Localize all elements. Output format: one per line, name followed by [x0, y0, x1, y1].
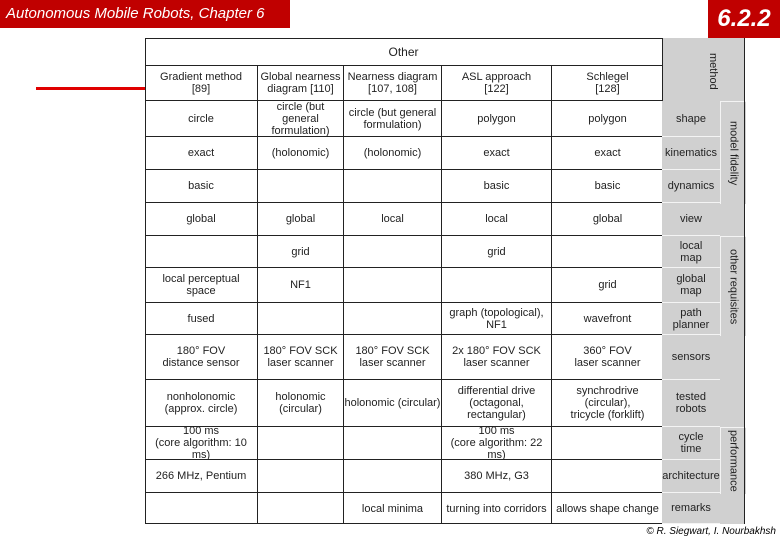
section-number: 6.2.2	[708, 0, 780, 38]
table-cell	[552, 236, 663, 268]
group-other-requisites: other requisites	[720, 236, 746, 336]
table-cell	[344, 303, 442, 335]
table-cell	[344, 236, 442, 268]
table-cell: circle	[145, 101, 258, 137]
table-cell: 360° FOV laser scanner	[552, 335, 663, 380]
column-header: Nearness diagram [107, 108]	[344, 66, 442, 101]
slide-header-title: Autonomous Mobile Robots, Chapter 6	[0, 0, 290, 28]
table-cell: 266 MHz, Pentium	[145, 460, 258, 493]
table-cell: exact	[552, 137, 663, 170]
table-cell	[258, 170, 344, 203]
row-label: view	[662, 203, 720, 236]
table-cell	[344, 268, 442, 303]
table-cell: basic	[552, 170, 663, 203]
row-label: dynamics	[662, 170, 720, 203]
table-cell: differential drive (octagonal, rectangular)	[442, 380, 552, 427]
table-cell: local minima	[344, 493, 442, 524]
method-label: method	[707, 52, 719, 90]
row-label: local map	[662, 236, 720, 268]
table-cell: local	[442, 203, 552, 236]
column-header: Schlegel [128]	[552, 66, 663, 101]
column-header: Global nearness diagram [110]	[258, 66, 344, 101]
table-cell	[344, 427, 442, 460]
table-cell: 2x 180° FOV SCK laser scanner	[442, 335, 552, 380]
table-cell: 380 MHz, G3	[442, 460, 552, 493]
table-cell: turning into corridors	[442, 493, 552, 524]
table-cell: circle (but general formulation)	[344, 101, 442, 137]
group-performance: performance	[720, 427, 746, 494]
table-cell: exact	[442, 137, 552, 170]
table-cell	[552, 427, 663, 460]
table-cell: 180° FOV SCK laser scanner	[258, 335, 344, 380]
table-cell: nonholonomic (approx. circle)	[145, 380, 258, 427]
table-cell: grid	[442, 236, 552, 268]
table-cell: 180° FOV distance sensor	[145, 335, 258, 380]
column-header: Gradient method [89]	[145, 66, 258, 101]
table-cell: circle (but general formulation)	[258, 101, 344, 137]
table-cell: local perceptual space	[145, 268, 258, 303]
copyright-credit: © R. Siegwart, I. Nourbakhsh	[646, 526, 776, 537]
table-cell: global	[552, 203, 663, 236]
red-accent-line	[36, 87, 146, 90]
table-cell	[344, 170, 442, 203]
table-cell	[258, 303, 344, 335]
row-label: tested robots	[662, 380, 720, 427]
table-cell: grid	[258, 236, 344, 268]
column-header: ASL approach [122]	[442, 66, 552, 101]
row-label: sensors	[662, 335, 720, 380]
table-right-border	[744, 38, 745, 524]
table-cell: holonomic (circular)	[344, 380, 442, 427]
row-label: shape	[662, 101, 720, 137]
table-cell	[258, 460, 344, 493]
table-cell: holonomic (circular)	[258, 380, 344, 427]
table-cell	[442, 268, 552, 303]
table-cell	[344, 460, 442, 493]
table-cell: fused	[145, 303, 258, 335]
table-cell: (holonomic)	[344, 137, 442, 170]
table-cell	[145, 236, 258, 268]
group-model-fidelity: model fidelity	[720, 101, 746, 204]
table-cell: NF1	[258, 268, 344, 303]
table-cell: 100 ms (core algorithm: 10 ms)	[145, 427, 258, 460]
row-label: kinematics	[662, 137, 720, 170]
table-cell: local	[344, 203, 442, 236]
table-cell: basic	[442, 170, 552, 203]
table-cell: (holonomic)	[258, 137, 344, 170]
table-cell: exact	[145, 137, 258, 170]
table-cell	[552, 460, 663, 493]
table-cell	[145, 493, 258, 524]
table-cell: polygon	[442, 101, 552, 137]
row-label: cycle time	[662, 427, 720, 460]
table-cell: synchrodrive (circular), tricycle (forklift)	[552, 380, 663, 427]
table-cell: grid	[552, 268, 663, 303]
table-cell: polygon	[552, 101, 663, 137]
table-cell: graph (topological), NF1	[442, 303, 552, 335]
table-cell: wavefront	[552, 303, 663, 335]
table-cell: 100 ms (core algorithm: 22 ms)	[442, 427, 552, 460]
row-label: architecture	[662, 460, 720, 493]
table-cell: basic	[145, 170, 258, 203]
row-label: remarks	[662, 493, 720, 524]
table-cell: global	[258, 203, 344, 236]
table-cell: global	[145, 203, 258, 236]
header-other: Other	[145, 38, 662, 66]
row-label: global map	[662, 268, 720, 303]
table-cell: allows shape change	[556, 502, 659, 515]
row-label: path planner	[662, 303, 720, 335]
table-cell	[258, 493, 344, 524]
table-cell: 180° FOV SCK laser scanner	[344, 335, 442, 380]
table-cell	[258, 427, 344, 460]
